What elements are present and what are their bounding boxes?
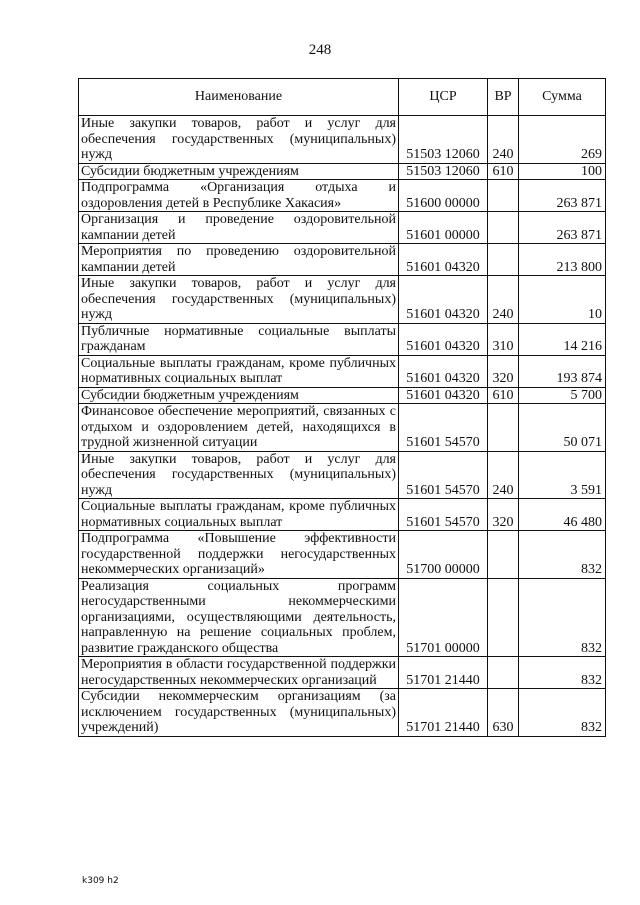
- table-row: [79, 531, 606, 579]
- row-vr: 240: [488, 451, 519, 499]
- table-row: [79, 355, 606, 387]
- row-csr: 51601 04320: [399, 276, 488, 324]
- row-sum: 100: [519, 163, 606, 180]
- row-csr: 51601 54570: [399, 499, 488, 531]
- row-name: Подпрограмма «Организация отдыха и оздоровления детей в Республике Хакасия»: [79, 180, 399, 212]
- row-sum: 832: [519, 657, 606, 689]
- row-vr: [488, 244, 519, 276]
- table-row: [79, 657, 606, 689]
- row-name: Иные закупки товаров, работ и услуг для обеспечения государственных (муниципальных) нужд: [79, 451, 399, 499]
- row-name: Социальные выплаты гражданам, кроме публичных нормативных социальных выплат: [79, 499, 399, 531]
- table-row: [79, 499, 606, 531]
- row-csr: 51601 00000: [399, 212, 488, 244]
- row-vr: 630: [488, 689, 519, 737]
- row-sum: 832: [519, 689, 606, 737]
- row-vr: 320: [488, 355, 519, 387]
- footer-code: k309 h2: [82, 876, 119, 886]
- table-row: [79, 212, 606, 244]
- row-csr: 51601 04320: [399, 355, 488, 387]
- row-name: Подпрограмма «Повышение эффективности государственной поддержки негосударственных некоммерческих организаций»: [79, 531, 399, 579]
- row-vr: 240: [488, 116, 519, 164]
- row-name: Финансовое обеспечение мероприятий, связанных с отдыхом и оздоровлением детей, находящихся в трудной жизненной ситуации: [79, 404, 399, 452]
- row-vr: 310: [488, 323, 519, 355]
- budget-table: [78, 78, 606, 737]
- row-csr: 51701 21440: [399, 657, 488, 689]
- row-name: Организация и проведение оздоровительной кампании детей: [79, 212, 399, 244]
- row-name: Публичные нормативные социальные выплаты гражданам: [79, 323, 399, 355]
- header-name: Наименование: [79, 79, 399, 116]
- page-number: 248: [308, 42, 332, 58]
- row-sum: 193 874: [519, 355, 606, 387]
- row-csr: 51601 54570: [399, 404, 488, 452]
- header-sum: Сумма: [519, 79, 606, 116]
- row-sum: 832: [519, 531, 606, 579]
- table-row: [79, 323, 606, 355]
- row-name: Субсидии некоммерческим организациям (за исключением государственных (муниципальных) учреждений): [79, 689, 399, 737]
- row-vr: 610: [488, 387, 519, 404]
- table-row: [79, 387, 606, 404]
- row-vr: 240: [488, 276, 519, 324]
- row-csr: 51701 00000: [399, 578, 488, 657]
- row-name: Иные закупки товаров, работ и услуг для обеспечения государственных (муниципальных) нужд: [79, 116, 399, 164]
- row-vr: [488, 212, 519, 244]
- row-sum: 14 216: [519, 323, 606, 355]
- row-csr: 51601 04320: [399, 244, 488, 276]
- row-name: Субсидии бюджетным учреждениям: [79, 163, 399, 180]
- table-row: [79, 689, 606, 737]
- row-csr: 51601 04320: [399, 387, 488, 404]
- row-sum: 832: [519, 578, 606, 657]
- row-vr: 610: [488, 163, 519, 180]
- row-sum: 10: [519, 276, 606, 324]
- row-vr: [488, 404, 519, 452]
- row-csr: 51701 21440: [399, 689, 488, 737]
- row-sum: 213 800: [519, 244, 606, 276]
- budget-table-container: [78, 78, 605, 737]
- row-sum: 269: [519, 116, 606, 164]
- row-csr: 51600 00000: [399, 180, 488, 212]
- row-csr: 51601 04320: [399, 323, 488, 355]
- row-vr: [488, 531, 519, 579]
- row-csr: 51503 12060: [399, 163, 488, 180]
- row-csr: 51601 54570: [399, 451, 488, 499]
- row-sum: 5 700: [519, 387, 606, 404]
- row-vr: [488, 578, 519, 657]
- row-sum: 46 480: [519, 499, 606, 531]
- row-name: Мероприятия по проведению оздоровительной кампании детей: [79, 244, 399, 276]
- table-row: [79, 180, 606, 212]
- table-row: [79, 404, 606, 452]
- row-vr: 320: [488, 499, 519, 531]
- row-sum: 3 591: [519, 451, 606, 499]
- row-csr: 51503 12060: [399, 116, 488, 164]
- row-sum: 50 071: [519, 404, 606, 452]
- table-row: [79, 116, 606, 164]
- table-row: [79, 578, 606, 657]
- row-name: Иные закупки товаров, работ и услуг для обеспечения государственных (муниципальных) нужд: [79, 276, 399, 324]
- row-name: Мероприятия в области государственной поддержки негосударственных некоммерческих организаций: [79, 657, 399, 689]
- table-row: [79, 276, 606, 324]
- row-vr: [488, 657, 519, 689]
- table-header-row: [79, 79, 606, 116]
- row-name: Социальные выплаты гражданам, кроме публичных нормативных социальных выплат: [79, 355, 399, 387]
- header-vr: ВР: [488, 79, 519, 116]
- table-row: [79, 163, 606, 180]
- table-row: [79, 244, 606, 276]
- table-row: [79, 451, 606, 499]
- row-sum: 263 871: [519, 212, 606, 244]
- row-name: Субсидии бюджетным учреждениям: [79, 387, 399, 404]
- row-csr: 51700 00000: [399, 531, 488, 579]
- header-csr: ЦСР: [399, 79, 488, 116]
- row-vr: [488, 180, 519, 212]
- row-sum: 263 871: [519, 180, 606, 212]
- row-name: Реализация социальных программ негосударственными некоммерческими организациями, осуществляющими деятельность, направленную на решение социальных проблем, развитие гражданского общества: [79, 578, 399, 657]
